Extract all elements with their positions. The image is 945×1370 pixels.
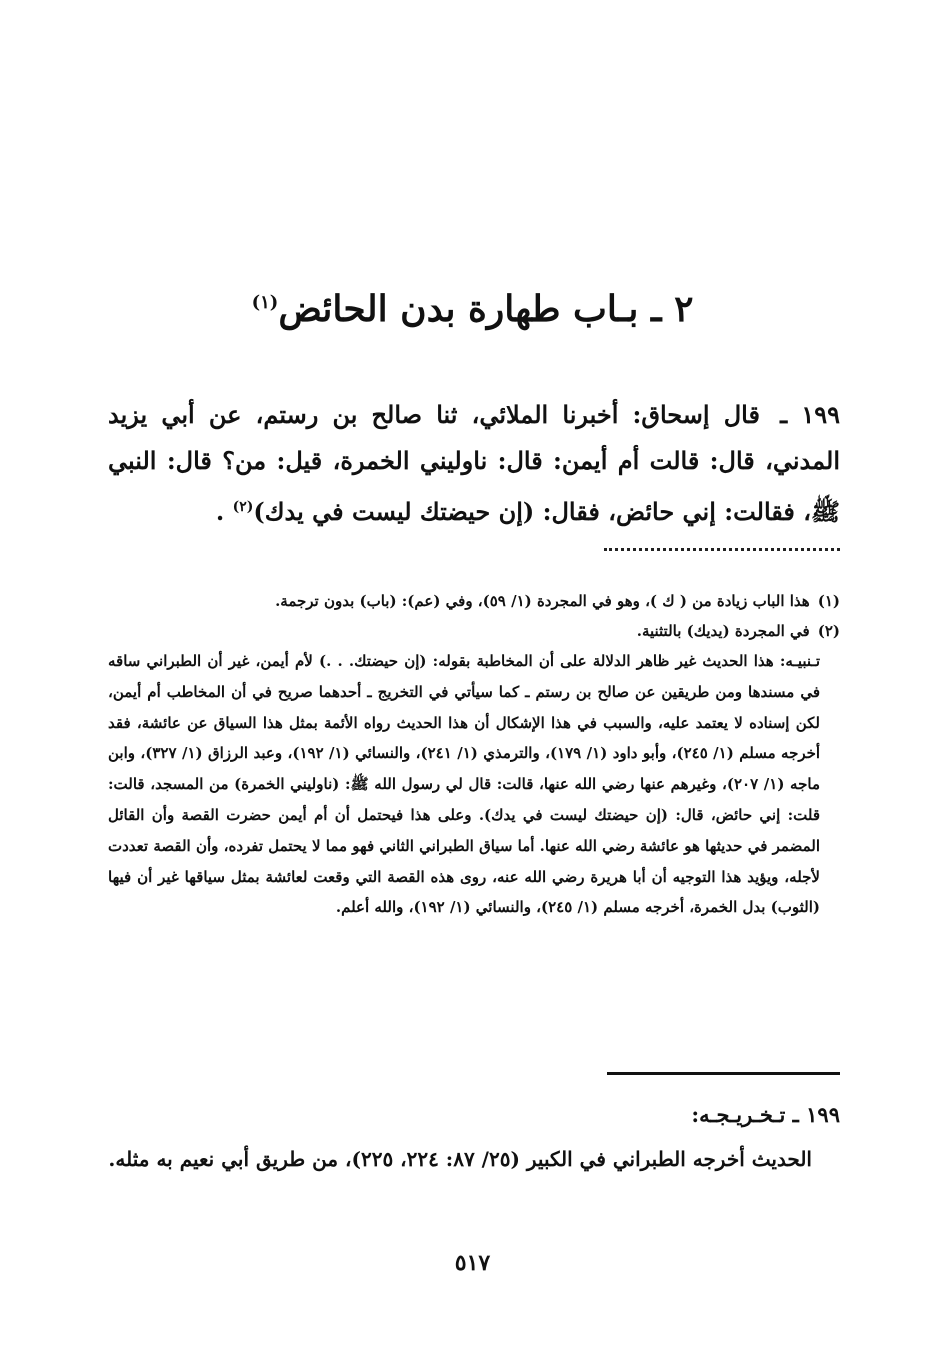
footnotes (108, 586, 840, 923)
hadith-end: . (215, 497, 225, 526)
hadith-text: قال إسحاق: أخبرنا الملائي، ثنا صالح بن رستم، عن أبي يزيد المدني، قال: قالت أم أيمن: قال: ناوليني الخمرة، قيل: من؟ قال: النبي ﷺ، فقالت: إني حائض، فقال: (إن حيضتك ليست في يدك) (108, 400, 840, 526)
note-paragraph: تـنبيـه: هذا الحديث غير ظاهر الدلالة على أن المخاطبة بقوله: (إن حيضتك. . .) لأم أيمن، غير أن الطبراني ساقه في مسندها ومن طريقين عن صالح بن رستم ـ كما سيأتي في التخريج ـ أحدهما صريح في أن المخاطب أم أيمن، لكن إسناده لا يعتمد عليه، والسبب في هذا الإشكال أن هذا الحديث رواه الأئمة بمثل هذا السياق عن عائشة، فقد أخرجه مسلم (١/ ٢٤٥)، وأبو داود (١/ ١٧٩)، والترمذي (١/ ٢٤١)، والنسائي (١/ ١٩٢)، وعبد الرزاق (١/ ٣٢٧)، وابن ماجه (١/ ٢٠٧)، وغيرهم عنها رضي الله عنها، قالت: قال لي رسول الله ﷺ: (ناوليني الخمرة) من المسجد، قالت: قلت: إني حائض، قال: (إن حيضتك ليست في يدك). وعلى هذا فيحتمل أن أم أيمن حضرت القصة وأن القائل المضمر في حديثها هو عائشة رضي الله عنها. أما سياق الطبراني الثاني فهو مما لا يحتمل تفرده، وأن القصة تعددت لأجله، ويؤيد هذا التوجيه أن أبا هريرة رضي الله عنه، روى هذه القصة التي وقعت لعائشة بمثل سياقها غير أن فيها (الثوب) بدل الخمرة، أخرجه مسلم (١/ ٢٤٥)، والنسائي (١/ ١٩٢)، والله أعلم. (108, 652, 821, 917)
hadith-footnote-ref: (٢) (232, 499, 254, 515)
footnote-2 (108, 616, 840, 646)
footnote-text: في المجردة (يديك) بالتثنية. (636, 622, 810, 640)
takhrij-heading: ١٩٩ ـ تـخـريـجـه: (691, 1102, 840, 1127)
dotted-separator (604, 548, 840, 551)
footnote-1 (108, 586, 840, 616)
chapter-title (0, 278, 945, 334)
takhrij-text: الحديث أخرجه الطبراني في الكبير (٢٥/ ٨٧: ٢٢٤، ٢٢٥)، من طريق أبي نعيم به مثله. (108, 1147, 812, 1171)
footnote-number: (٢) (817, 622, 840, 640)
footnote-number: (١) (817, 592, 840, 610)
hadith-paragraph (108, 392, 840, 535)
hadith-number: ١٩٩ ـ (780, 400, 841, 429)
takhrij-section (108, 1098, 840, 1180)
solid-separator (607, 1072, 840, 1075)
page-number: ٥١٧ (454, 1250, 491, 1276)
chapter-title-text: ٢ ـ بـاب طهارة بدن الحائض (278, 288, 694, 330)
chapter-footnote-ref: (١) (251, 292, 279, 313)
footnote-text: هذا الباب زيادة من ( ك )، وهو في المجردة (١/ ٥٩)، وفي (عم): (باب) بدون ترجمة. (275, 592, 810, 610)
